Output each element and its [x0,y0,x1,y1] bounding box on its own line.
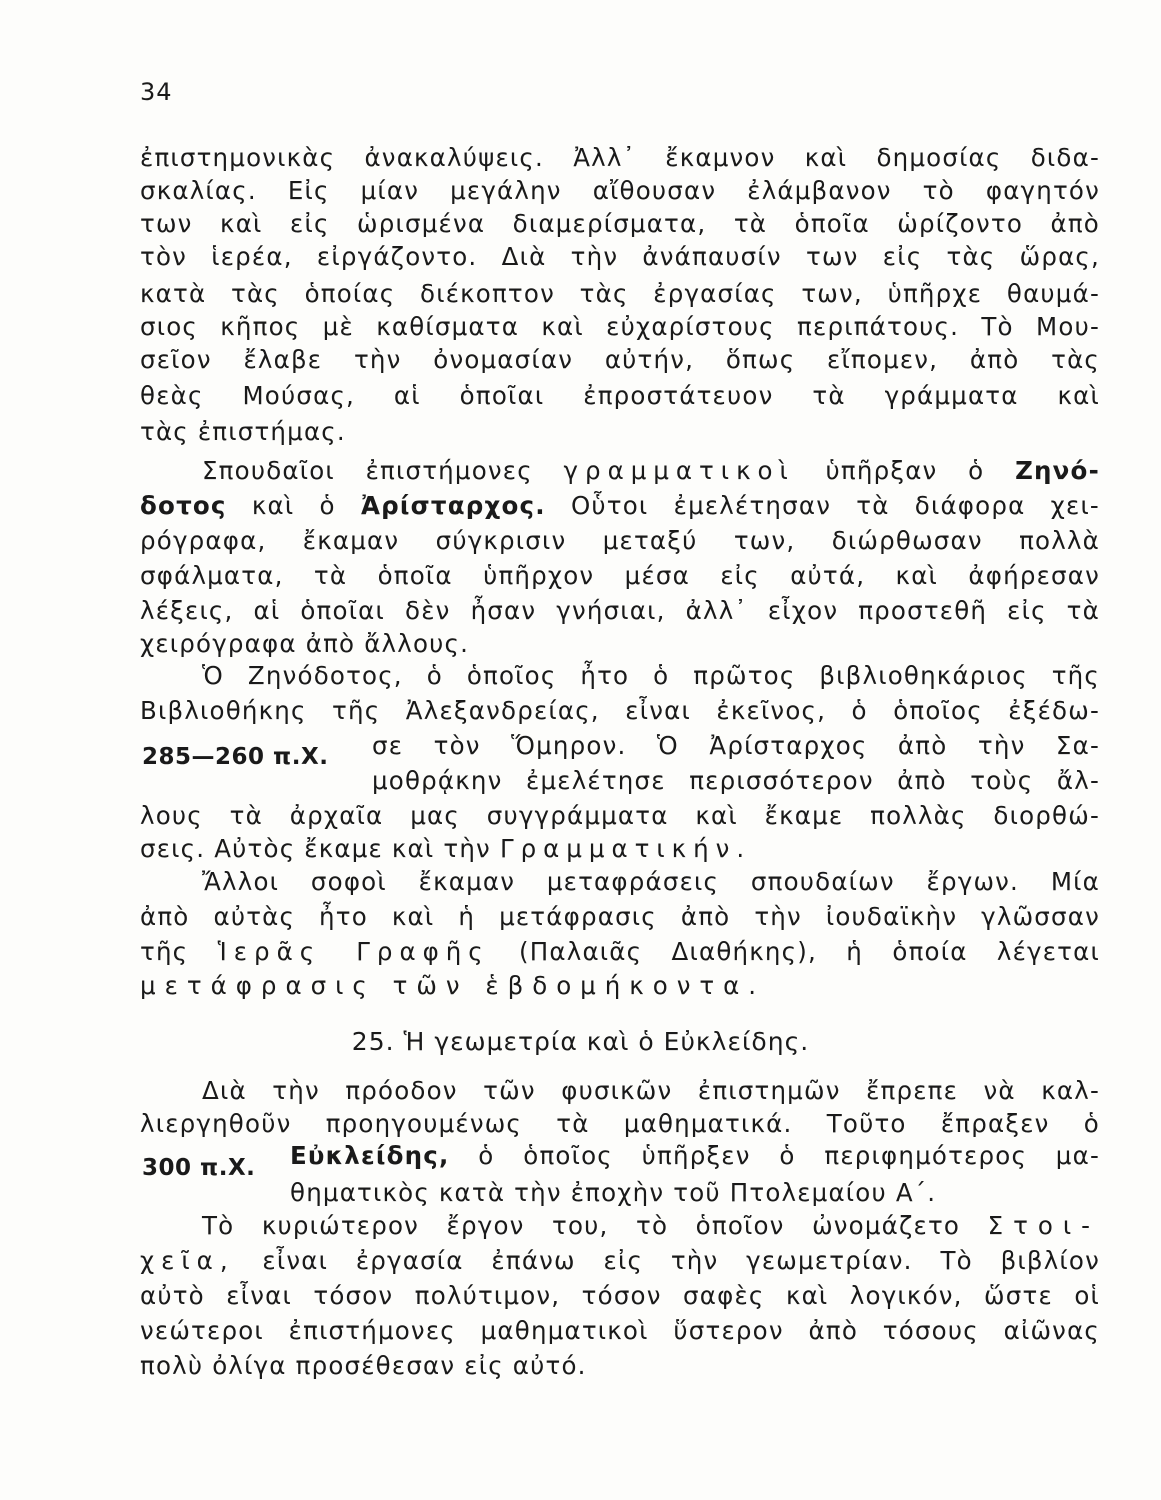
text-line [140,970,1100,1002]
spaced-term: Γραμματικήν. [499,834,752,863]
text-run: καὶ ὁ [251,491,336,520]
text-line: Ἄλλοι σοφοὶ ἔκαμαν μεταφράσεις σπουδαίων ἔργων. Μία [202,867,1100,896]
text-line: σε τὸν Ὅμηρον. Ὁ Ἀρίσταρχος ἀπὸ τὴν Σα- [372,731,1100,760]
text-run: Σπουδαῖοι ἐπιστήμονες [202,456,533,485]
text-run: σεις. Αὐτὸς ἔκαμε καὶ τὴν [140,834,491,863]
text-line: σιος κῆπος μὲ καθίσματα καὶ εὐχαρίστους περιπάτους. Τὸ Μου- [140,312,1100,341]
text-run: Οὗτοι ἐμελέτησαν τὰ διάφορα χει- [570,491,1100,520]
text-line: Βιβλιοθήκης τῆς Ἀλεξανδρείας, εἶναι ἐκεῖνος, ὁ ὁποῖος ἐξέδω- [140,696,1100,725]
text-line: χειρόγραφα ἀπὸ ἄλλους. [140,629,470,658]
text-line: σφάλματα, τὰ ὁποῖα ὑπῆρχον μέσα εἰς αὐτά, καὶ ἀφήρεσαν [140,561,1100,590]
text-line [290,1140,1100,1172]
text-line [140,1245,1100,1277]
text-line: Διὰ τὴν πρόοδον τῶν φυσικῶν ἐπιστημῶν ἔπρεπε νὰ καλ- [202,1076,1100,1105]
margin-date: 300 π.Χ. [142,1155,256,1181]
text-line: ἐπιστημονικὰς ἀνακαλύψεις. Ἀλλ᾽ ἔκαμνον καὶ δημοσίας διδα- [140,143,1100,172]
text-line: ἀπὸ αὐτὰς ἦτο καὶ ἡ μετάφρασις ἀπὸ τὴν ἰουδαϊκὴν γλῶσσαν [140,902,1100,931]
section-heading: 25. Ἡ γεωμετρία καὶ ὁ Εὐκλείδης. [351,1027,810,1056]
text-line: τὰς ἐπιστήμας. [140,417,346,446]
text-run: ὑπῆρξαν ὁ [825,456,985,485]
spaced-term: γραμματικοὶ [563,456,795,485]
spaced-term: μετάφρασις τῶν ἑβδομήκοντα. [140,971,766,1000]
bold-name: Ζηνό- [1015,456,1100,485]
bold-name: Εὐκλείδης, [290,1141,450,1170]
text-line: κατὰ τὰς ὁποίας διέκοπτον τὰς ἐργασίας των, ὑπῆρχε θαυμά- [140,279,1100,308]
text-line [202,455,1100,487]
text-run: εἶναι ἐργασία ἐπάνω εἰς τὴν γεωμετρίαν. Τὸ βιβλίον [262,1246,1100,1275]
text-line: θηματικὸς κατὰ τὴν ἐποχὴν τοῦ Πτολεμαίου Α΄. [290,1178,937,1207]
text-line: αὐτὸ εἶναι τόσον πολύτιμον, τόσον σαφὲς καὶ λογικόν, ὥστε οἱ [140,1281,1100,1310]
text-line: των καὶ εἰς ὡρισμένα διαμερίσματα, τὰ ὁποῖα ὡρίζοντο ἀπὸ [140,209,1100,238]
text-line: νεώτεροι ἐπιστήμονες μαθηματικοὶ ὕστερον ἀπὸ τόσους αἰῶνας [140,1316,1100,1345]
page-number: 34 [140,78,173,106]
text-line: πολὺ ὀλίγα προσέθεσαν εἰς αὐτό. [140,1351,587,1380]
text-run: τῆς [140,937,189,966]
spaced-term: Στοι- [987,1211,1100,1240]
text-line: μοθρᾴκην ἐμελέτησε περισσότερον ἀπὸ τοὺς ἄλ- [372,766,1100,795]
text-line [140,936,1100,968]
margin-date: 285—260 π.Χ. [142,744,329,770]
text-line [140,490,1100,522]
bold-name: δοτος [140,491,227,520]
text-run: (Παλαιᾶς Διαθήκης), ἡ ὁποία λέγεται [519,937,1100,966]
text-run: ὁ ὁποῖος ὑπῆρξεν ὁ περιφημότερος μα- [478,1141,1100,1170]
bold-name: Ἀρίσταρχος. [360,491,546,520]
text-line: τὸν ἱερέα, εἰργάζοντο. Διὰ τὴν ἀνάπαυσίν των εἰς τὰς ὥρας, [140,242,1100,271]
text-line: σκαλίας. Εἰς μίαν μεγάλην αἴθουσαν ἐλάμβανον τὸ φαγητόν [140,176,1100,205]
spaced-term: χεῖα, [140,1246,235,1275]
text-line: Ὁ Ζηνόδοτος, ὁ ὁποῖος ἦτο ὁ πρῶτος βιβλιοθηκάριος τῆς [202,661,1100,690]
text-run: Τὸ κυριώτερον ἔργον του, τὸ ὁποῖον ὠνομάζετο [202,1211,961,1240]
text-line: ρόγραφα, ἔκαμαν σύγκρισιν μεταξύ των, διώρθωσαν πολλὰ [140,526,1100,555]
text-line [140,833,1100,865]
text-line: θεὰς Μούσας, αἱ ὁποῖαι ἐπροστάτευον τὰ γράμματα καὶ [140,381,1100,410]
text-line: λους τὰ ἀρχαῖα μας συγγράμματα καὶ ἔκαμε πολλὰς διορθώ- [140,801,1100,830]
text-line: λέξεις, αἱ ὁποῖαι δὲν ἦσαν γνήσιαι, ἀλλ᾽ εἶχον προστεθῆ εἰς τὰ [140,596,1100,625]
spaced-term: Ἱερᾶς Γραφῆς [217,937,490,966]
text-line [202,1210,1100,1242]
text-line: λιεργηθοῦν προηγουμένως τὰ μαθηματικά. Τοῦτο ἔπραξεν ὁ [140,1109,1100,1138]
text-line: σεῖον ἔλαβε τὴν ὀνομασίαν αὐτήν, ὅπως εἴπομεν, ἀπὸ τὰς [140,345,1100,374]
